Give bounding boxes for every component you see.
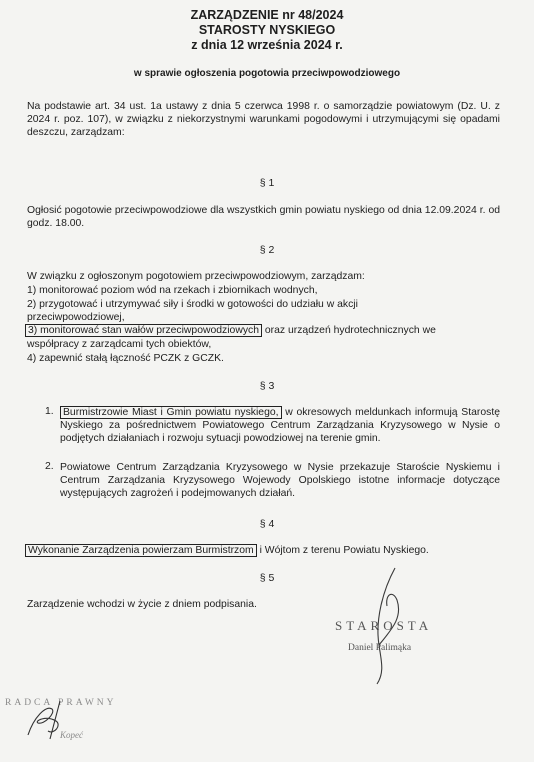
title-line-1: ZARZĄDZENIE nr 48/2024	[190, 8, 344, 22]
signature-title: STAROSTA	[335, 618, 433, 633]
section-5-heading: § 5	[259, 572, 275, 584]
legal-advisor-signature	[20, 695, 80, 743]
legal-stamp-name: Kopeć	[60, 730, 83, 740]
section-2-item-3	[25, 324, 436, 337]
section-2-item-3-cont: współpracy z zarządcami tych obiektów,	[27, 339, 212, 350]
handwritten-signature	[355, 560, 425, 690]
section-4-text-rest: i Wójtom z terenu Powiatu Nyskiego.	[256, 545, 429, 556]
section-4-heading: § 4	[259, 518, 275, 530]
signature-name: Daniel Palimąka	[348, 643, 412, 653]
section-2-intro: W związku z ogłoszonym pogotowiem przeciwpowodziowym, zarządzam:	[27, 271, 365, 282]
highlight-box-embankments: 3) monitorować stan wałów przeciwpowodziowych	[25, 324, 262, 337]
document-subject: w sprawie ogłoszenia pogotowia przeciwpowodziowego	[133, 68, 401, 79]
section-1-text: Ogłosić pogotowie przeciwpowodziowe dla wszystkich gmin powiatu nyskiego od dnia 12.09.2024 r. od godz. 18.00.	[27, 205, 500, 229]
section-2-item-4: 4) zapewnić stałą łączność PCZK z GCZK.	[27, 353, 224, 364]
section-1-heading: § 1	[259, 177, 275, 189]
highlight-box-execution: Wykonanie Zarządzenia powierzam Burmistrzom	[25, 544, 257, 557]
section-3-number-2: 2.	[45, 461, 54, 472]
preamble-paragraph: Na podstawie art. 34 ust. 1a ustawy z dnia 5 czerwca 1998 r. o samorządzie powiatowym (Dz. U. z 2024 r. poz. 107), w związku z niekorzystnymi warunkami pogodowymi i utrzymującymi się opadami deszczu, zarządzam:	[27, 101, 500, 138]
section-2-heading: § 2	[259, 244, 275, 256]
section-3-item-1-rest: w okresowych meldunkach informują Starostę Nyskiego za pośrednictwem Powiatowego Centrum Zarządzania Kryzysowego w Nysie o podjętych działaniach i rozwoju sytuacji powodziowej na terenie gmin.	[60, 407, 500, 444]
document-title	[0, 8, 534, 53]
section-3-item-1	[60, 406, 500, 445]
section-2-item-3-rest: oraz urządzeń hydrotechnicznych we	[262, 325, 436, 336]
legal-stamp-title: RADCA PRAWNY	[5, 698, 117, 708]
section-3-number-1: 1.	[45, 406, 54, 417]
title-line-2: STAROSTY NYSKIEGO	[198, 23, 336, 37]
highlight-box-mayors: Burmistrzowie Miast i Gmin powiatu nyskiego,	[60, 406, 282, 419]
section-2-item-2-cont: przeciwpowodziowej,	[27, 312, 125, 323]
section-2-item-1: 1) monitorować poziom wód na rzekach i zbiornikach wodnych,	[27, 285, 318, 296]
section-2-item-2: 2) przygotować i utrzymywać siły i środki w gotowości do udziału w akcji	[27, 299, 358, 310]
section-5-text: Zarządzenie wchodzi w życie z dniem podpisania.	[27, 599, 257, 610]
section-3-heading: § 3	[259, 380, 275, 392]
title-line-3: z dnia 12 września 2024 r.	[191, 38, 343, 52]
section-4-text	[25, 544, 429, 557]
section-3-item-2: Powiatowe Centrum Zarządzania Kryzysowego w Nysie przekazuje Staroście Nyskiemu i Centrum Zarządzania Kryzysowego Wojewody Opolskiego istotne informacje dotyczące występujących zagrożeń i podejmowanych działań.	[60, 462, 500, 499]
